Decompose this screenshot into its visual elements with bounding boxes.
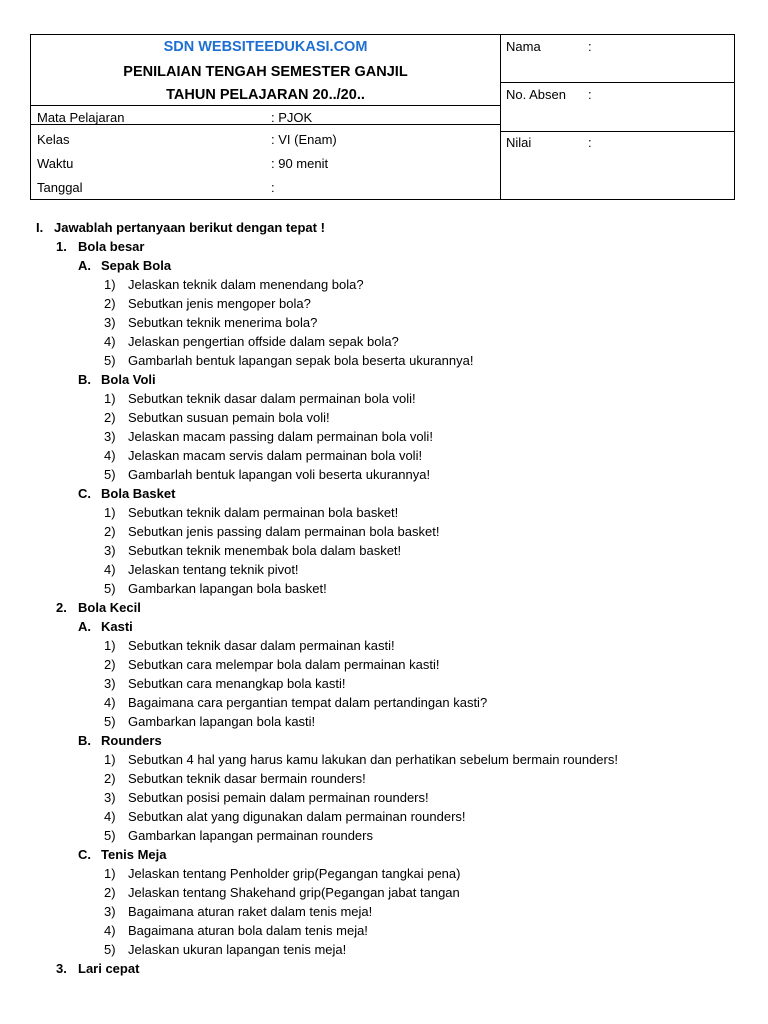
question-number: 2) — [104, 657, 116, 672]
question-number: 5) — [104, 581, 116, 596]
question-text: Gambarkan lapangan bola basket! — [128, 581, 327, 596]
info-label: Kelas — [37, 132, 70, 147]
question-number: 2) — [104, 410, 116, 425]
topic-title: Lari cepat — [78, 961, 140, 976]
question-text: Jelaskan tentang Shakehand grip(Pegangan jabat tangan — [128, 885, 460, 900]
topic-title: Bola Kecil — [78, 600, 141, 615]
subtopic-letter: C. — [78, 847, 91, 862]
header-left — [31, 35, 501, 199]
info-value: : PJOK — [271, 110, 313, 125]
subtopic-letter: C. — [78, 486, 91, 501]
question-text: Sebutkan teknik dalam permainan bola basket! — [128, 505, 399, 520]
subtopic-title: Sepak Bola — [101, 258, 172, 273]
topic-number: 3. — [56, 961, 67, 976]
question-text: Sebutkan cara menangkap bola kasti! — [128, 676, 346, 691]
info-row-class — [31, 129, 500, 153]
question-number: 1) — [104, 505, 116, 520]
info-label: Waktu — [37, 156, 74, 171]
question-text: Sebutkan teknik dasar dalam permainan bola voli! — [128, 391, 416, 406]
subtopic-title: Bola Voli — [101, 372, 156, 387]
subtopic-letter: B. — [78, 733, 91, 748]
info-label: Tanggal — [37, 180, 83, 195]
question-text: Bagaimana aturan bola dalam tenis meja! — [128, 923, 368, 938]
question-number: 5) — [104, 467, 116, 482]
question-text: Gambarlah bentuk lapangan sepak bola beserta ukurannya! — [128, 353, 474, 368]
field-colon: : — [588, 135, 592, 150]
subtopic-title: Bola Basket — [101, 486, 176, 501]
question-text: Gambarkan lapangan permainan rounders — [128, 828, 373, 843]
question-text: Sebutkan teknik menerima bola? — [128, 315, 318, 330]
question-text: Sebutkan jenis passing dalam permainan bola basket! — [128, 524, 440, 539]
school-name: SDN WEBSITEEDUKASI.COM — [163, 39, 368, 55]
question-text: Sebutkan cara melempar bola dalam permainan kasti! — [128, 657, 440, 672]
question-text: Sebutkan jenis mengoper bola? — [128, 296, 311, 311]
field-label: Nilai — [506, 135, 532, 150]
question-number: 3) — [104, 543, 116, 558]
question-text: Sebutkan teknik dasar bermain rounders! — [128, 771, 366, 786]
divider — [500, 82, 734, 83]
info-row-time — [31, 153, 500, 177]
question-text: Gambarlah bentuk lapangan voli beserta ukurannya! — [128, 467, 431, 482]
exam-title: PENILAIAN TENGAH SEMESTER GANJIL — [123, 64, 408, 80]
question-number: 4) — [104, 562, 116, 577]
question-number: 1) — [104, 866, 116, 881]
question-number: 2) — [104, 524, 116, 539]
field-colon: : — [588, 39, 592, 54]
subtopic-title: Rounders — [101, 733, 162, 748]
question-text: Jelaskan pengertian offside dalam sepak bola? — [128, 334, 399, 349]
question-text: Sebutkan posisi pemain dalam permainan rounders! — [128, 790, 429, 805]
info-label: Mata Pelajaran — [37, 110, 125, 125]
header-table — [30, 34, 735, 200]
topic-number: 1. — [56, 239, 67, 254]
field-label: Nama — [506, 39, 541, 54]
info-value: : 90 menit — [271, 156, 329, 171]
topic-number: 2. — [56, 600, 67, 615]
question-text: Sebutkan alat yang digunakan dalam permainan rounders! — [128, 809, 466, 824]
question-text: Bagaimana cara pergantian tempat dalam pertandingan kasti? — [128, 695, 488, 710]
subtopic-letter: A. — [78, 258, 91, 273]
question-text: Sebutkan 4 hal yang harus kamu lakukan dan perhatikan sebelum bermain rounders! — [128, 752, 618, 767]
question-number: 5) — [104, 714, 116, 729]
question-number: 4) — [104, 334, 116, 349]
academic-year: TAHUN PELAJARAN 20../20.. — [166, 87, 365, 103]
section-marker: I. — [36, 220, 44, 235]
question-number: 1) — [104, 752, 116, 767]
question-number: 1) — [104, 638, 116, 653]
question-text: Bagaimana aturan raket dalam tenis meja! — [128, 904, 373, 919]
question-number: 3) — [104, 315, 116, 330]
info-value: : — [271, 180, 275, 195]
info-value: : VI (Enam) — [271, 132, 337, 147]
question-number: 5) — [104, 942, 116, 957]
question-number: 2) — [104, 885, 116, 900]
title-box — [31, 35, 500, 106]
question-text: Gambarkan lapangan bola kasti! — [128, 714, 316, 729]
question-number: 2) — [104, 296, 116, 311]
subtopic-letter: A. — [78, 619, 91, 634]
info-row-date — [31, 177, 500, 201]
question-number: 4) — [104, 695, 116, 710]
question-text: Jelaskan macam passing dalam permainan bola voli! — [128, 429, 433, 444]
question-number: 3) — [104, 429, 116, 444]
question-text: Sebutkan susuan pemain bola voli! — [128, 410, 330, 425]
question-number: 1) — [104, 391, 116, 406]
subtopic-title: Kasti — [101, 619, 133, 634]
subtopic-title: Tenis Meja — [101, 847, 167, 862]
question-text: Jelaskan ukuran lapangan tenis meja! — [128, 942, 347, 957]
question-number: 2) — [104, 771, 116, 786]
question-text: Sebutkan teknik dasar dalam permainan kasti! — [128, 638, 395, 653]
info-row-subject — [31, 105, 500, 125]
question-number: 1) — [104, 277, 116, 292]
question-number: 4) — [104, 923, 116, 938]
subtopic-letter: B. — [78, 372, 91, 387]
divider — [500, 131, 734, 132]
question-text: Sebutkan teknik menembak bola dalam basket! — [128, 543, 402, 558]
question-number: 3) — [104, 904, 116, 919]
question-text: Jelaskan tentang Penholder grip(Pegangan tangkai pena) — [128, 866, 461, 881]
question-number: 5) — [104, 353, 116, 368]
question-number: 5) — [104, 828, 116, 843]
question-number: 3) — [104, 676, 116, 691]
topic-title: Bola besar — [78, 239, 145, 254]
question-text: Jelaskan tentang teknik pivot! — [128, 562, 299, 577]
instruction: Jawablah pertanyaan berikut dengan tepat ! — [54, 220, 325, 235]
question-text: Jelaskan macam servis dalam permainan bola voli! — [128, 448, 423, 463]
question-text: Jelaskan teknik dalam menendang bola? — [128, 277, 364, 292]
field-colon: : — [588, 87, 592, 102]
header-right — [500, 35, 734, 199]
question-number: 4) — [104, 448, 116, 463]
question-number: 4) — [104, 809, 116, 824]
field-label: No. Absen — [506, 87, 566, 102]
question-number: 3) — [104, 790, 116, 805]
